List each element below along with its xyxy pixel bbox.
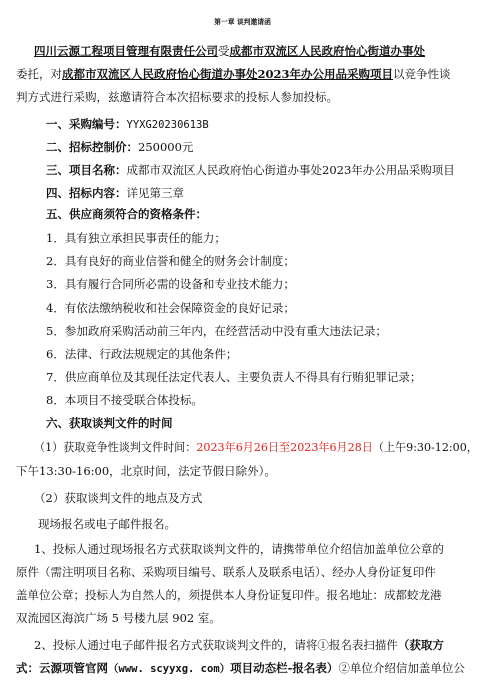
project-name-label: 三、项目名称： bbox=[46, 163, 127, 177]
intro-line-1 bbox=[34, 43, 425, 59]
section-heading-document-time: 六、获取谈判文件的时间 bbox=[46, 416, 173, 430]
tender-content-label: 四、招标内容： bbox=[46, 186, 127, 200]
acquisition-time-line-1 bbox=[34, 440, 478, 456]
onsite-registration-line: 原件（需注明项目名称、采购项目编号、联系人及联系电话）、经办人身份证复印件 bbox=[16, 565, 436, 579]
page-title: 第一章 谈判邀请函 bbox=[214, 18, 271, 26]
control-price-value: 250000元 bbox=[138, 140, 194, 154]
email-registration-line-1 bbox=[34, 637, 444, 653]
website-label: 式：云源项管官网 bbox=[16, 661, 108, 675]
acquisition-time-label: （1）获取竞争性谈判文件时间： bbox=[34, 441, 197, 454]
project-name-emphasis: 成都市双流区人民政府怡心街道办事处2023年办公用品采购项目 bbox=[62, 67, 394, 81]
qualification-item: 3．具有履行合同所必需的设备和专业技术能力； bbox=[46, 277, 295, 291]
project-name bbox=[46, 162, 455, 178]
procurement-number-label: 一、采购编号： bbox=[46, 117, 127, 131]
agency-name: 四川云源工程项目管理有限责任公司 bbox=[34, 44, 218, 58]
qualification-item: 5．参加政府采购活动前三年内，在经营活动中没有重大违法记录； bbox=[46, 324, 387, 338]
qualification-item: 6．法律、行政法规规定的其他条件； bbox=[46, 347, 238, 361]
acquisition-date-range: 2023年6月26日至2023年6月28日 bbox=[196, 441, 373, 454]
control-price-label: 二、招标控制价： bbox=[46, 140, 138, 154]
location-method-heading: （2）获取谈判文件的地点及方式 bbox=[34, 491, 203, 505]
client-name: 成都市双流区人民政府怡心街道办事处 bbox=[229, 44, 425, 58]
acquisition-time-line-2: 下午13:30-16:00，北京时间，法定节假日除外）。 bbox=[16, 464, 276, 478]
onsite-registration-line: 盖单位公章；投标人为自然人的，须提供本人身份证复印件。报名地址：成都蛟龙港 bbox=[16, 588, 442, 602]
qualification-item: 2．具有良好的商业信誉和健全的财务会计制度； bbox=[46, 254, 295, 268]
qualification-item: 7．供应商单位及其现任法定代表人、主要负责人不得具有行贿犯罪记录； bbox=[46, 370, 422, 384]
intro-text: 受 bbox=[218, 44, 230, 58]
intro-text: 委托，对 bbox=[16, 67, 62, 81]
registration-methods: 现场报名或电子邮件报名。 bbox=[38, 517, 176, 531]
intro-text: 以竞争性谈 bbox=[393, 67, 451, 81]
procurement-number-value: YYXG20230613B bbox=[126, 119, 209, 131]
acquisition-hours: （上午9:30-12:00， bbox=[372, 441, 478, 454]
qualification-item: 1．具有独立承担民事责任的能力； bbox=[46, 231, 226, 245]
acquisition-method-label: （获取方 bbox=[397, 638, 444, 652]
onsite-registration-line: 1、投标人通过现场报名方式获取谈判文件的，请携带单位介绍信加盖单位公章的 bbox=[34, 542, 444, 556]
tender-content-value: 详见第三章 bbox=[126, 186, 184, 200]
onsite-registration-line: 双流园区海滨广场 5 号楼九层 902 室。 bbox=[16, 611, 221, 625]
website-url: （www. scyyxg. com） bbox=[108, 663, 231, 675]
tender-content bbox=[46, 185, 184, 201]
intro-line-3: 判方式进行采购，兹邀请符合本次招标要求的投标人参加投标。 bbox=[16, 90, 338, 104]
intro-line-2 bbox=[16, 66, 451, 82]
procurement-number bbox=[46, 116, 209, 133]
email-registration-text: ②单位介绍信加盖单位公 bbox=[338, 661, 465, 675]
qualification-item: 4．有依法缴纳税收和社会保障资金的良好记录； bbox=[46, 301, 295, 315]
email-registration-line-2 bbox=[16, 660, 465, 677]
email-registration-text: 2、投标人通过电子邮件报名方式获取谈判文件的，请将①报名表扫描件 bbox=[34, 638, 398, 652]
qualification-item: 8．本项目不接受联合体投标。 bbox=[46, 393, 203, 407]
control-price bbox=[46, 139, 193, 155]
project-name-value: 成都市双流区人民政府怡心街道办事处2023年办公用品采购项目 bbox=[126, 163, 455, 177]
section-heading-qualifications: 五、供应商须符合的资格条件： bbox=[46, 207, 207, 221]
website-section: 项目动态栏-报名表） bbox=[230, 661, 339, 675]
